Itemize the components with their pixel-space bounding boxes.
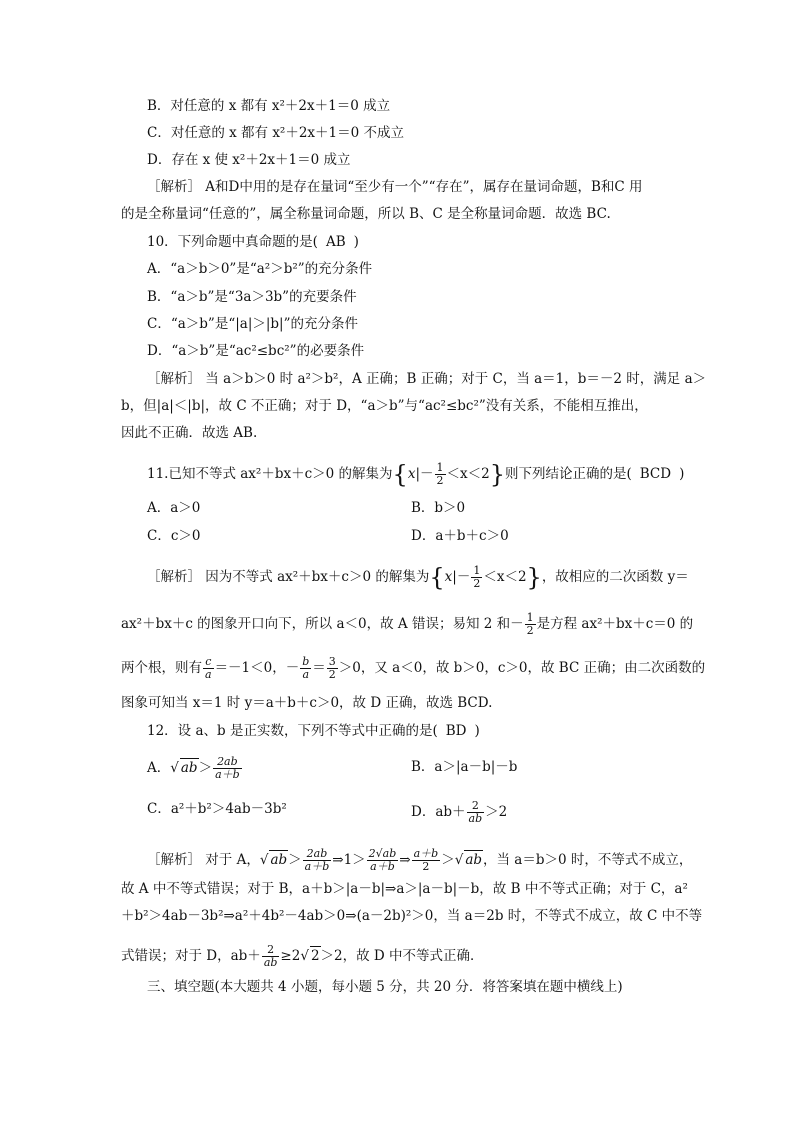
set-variable: x [407, 466, 416, 482]
q10-stem-text: 10．下列命题中真命题的是( [147, 234, 318, 250]
set-close-brace: } [489, 460, 505, 489]
fraction [367, 848, 399, 873]
q11-analysis-text: ＝－1＜0，－ [214, 660, 300, 676]
q12-option-c: C．a²＋b²＞4ab－3b² [147, 801, 287, 817]
set-range: ＜x＜2 [483, 569, 527, 585]
fraction-den: 2 [422, 860, 430, 873]
option-text: ＞2 [485, 804, 508, 820]
analysis-text: ⇒1＞ [332, 852, 366, 868]
analysis-text: ＞ [288, 852, 302, 868]
q9-option-d: D．存在 x 使 x²＋2x＋1＝0 成立 [147, 152, 351, 168]
fraction-num: 2 [467, 800, 485, 813]
fraction-den: 2 [328, 668, 336, 681]
fraction-num: 3 [328, 655, 336, 668]
q12-option-d [411, 800, 507, 825]
sqrt-ab: ab [180, 760, 198, 776]
sqrt-2: 2 [310, 948, 320, 964]
q12-option-a: A．√ ab＞ $\frac{2ab}{a+b}$ [147, 755, 240, 781]
option-text: D．ab＋ [411, 804, 466, 820]
set-fraction-den: 2 [436, 474, 444, 487]
q10-option-c: C．“a＞b”是“|a|＞|b|”的充分条件 [147, 316, 359, 332]
q10-analysis-line-1: ［解析］ 当 a＞b＞0 时 a²＞b²，A 正确；B 正确；对于 C，当 a＝1，b＝－2 时，满足 a＞ [147, 371, 707, 387]
q10-stem-close: ) [353, 234, 359, 250]
q12-stem-text: 12．设 a、b 是正实数，下列不等式中正确的是( [147, 723, 438, 739]
analysis-text: 式错误；对于 D，ab＋ [121, 948, 261, 964]
fraction-num: 2 [262, 944, 280, 957]
q11-analysis-text: ［解析］ 因为不等式 ax²＋bx＋c＞0 的解集为 [147, 569, 430, 585]
q11-analysis-line-1 [147, 565, 689, 590]
sqrt-ab: ab [270, 852, 288, 868]
q11-analysis-text: 两个根，则有 [121, 660, 202, 676]
set-open-brace: { [429, 563, 445, 592]
set-variable: x [444, 569, 453, 585]
analysis-text: ＞ [441, 852, 455, 868]
q9-option-b: B．对任意的 x 都有 x²＋2x＋1＝0 成立 [147, 98, 391, 114]
set-minus: － [456, 569, 471, 585]
fraction-num: b [302, 655, 310, 668]
q9-analysis-line-2: 的是全称量词“任意的”，属全称量词命题，所以 B、C 是全称量词命题．故选 BC. [121, 206, 611, 222]
q11-answer: BCD [639, 466, 672, 482]
q11-stem-close: ) [679, 466, 685, 482]
set-fraction-num: 1 [473, 564, 481, 577]
q10-option-d: D．“a＞b”是“ac²≤bc²”的必要条件 [147, 343, 365, 359]
sqrt-ab: ab [465, 852, 483, 868]
q10-option-b: B．“a＞b”是“3a＞3b”的充要条件 [147, 289, 357, 305]
set-minus: － [420, 466, 434, 482]
q12-analysis-line-1: ［解析］ 对于 A，√ ab＞ $\frac{2ab}{a+b}$ ⇒1＞ $\frac{2√ab}{a+b}$ ⇒ $\frac{a+b}{2}$ ＞√ ab，当 a＝b＞0 时，不等式不成立， [147, 847, 693, 873]
set-bar: | [415, 466, 420, 482]
set-open-brace: { [392, 460, 408, 489]
analysis-text: ＞2，故 D 中不等式正确． [320, 948, 484, 964]
half-fraction [525, 612, 536, 637]
fraction-num: 2ab [213, 756, 242, 769]
q10-analysis-line-2: b，但|a|＜|b|，故 C 不正确；对于 D，“a＞b”与“ac²≤bc²”没有关系，不能相互推出， [121, 398, 648, 414]
fraction-three-halves [327, 656, 338, 681]
fraction-den: 2 [526, 624, 534, 637]
q11-analysis-text: ＝ [312, 660, 326, 676]
fraction [412, 848, 441, 873]
q12-analysis-line-2: 故 A 中不等式错误；对于 B，a＋b＞|a－b|⇒a＞|a－b|－b，故 B 中不等式正确；对于 C，a² [121, 881, 688, 897]
q11-stem-text: 11.已知不等式 ax²＋bx＋c＞0 的解集为 [147, 466, 393, 482]
fraction-den: a＋b [370, 860, 395, 873]
fraction-den: ab [468, 812, 483, 825]
fraction [303, 848, 332, 873]
set-fraction-num: 1 [436, 461, 444, 474]
q10-stem [147, 233, 359, 251]
fraction [262, 944, 280, 969]
set-fraction [471, 565, 482, 590]
q11-option-d: D．a＋b＋c＞0 [411, 528, 509, 544]
q12-option-b: B．a＞|a－b|－b [411, 759, 518, 775]
q11-analysis-text: ax²＋bx＋c 的图象开口向下，所以 a＜0，故 A 错误；易知 2 和－ [121, 616, 524, 632]
fraction-den: a＋b [215, 768, 240, 781]
analysis-text: ，当 a＝b＞0 时，不等式不成立， [483, 852, 693, 868]
q9-option-c: C．对任意的 x 都有 x²＋2x＋1＝0 不成立 [147, 125, 405, 141]
analysis-text: ［解析］ 对于 A， [147, 852, 260, 868]
fraction-den: ab [263, 956, 278, 969]
q11-analysis-text-post: 是方程 ax²＋bx＋c＝0 的 [536, 616, 694, 632]
fraction-b-over-a [300, 656, 311, 681]
analysis-text: ⇒ [399, 852, 411, 868]
q11-analysis-line-3 [121, 656, 705, 681]
fraction-num: a＋b [413, 847, 439, 860]
q11-option-c: C．c＞0 [147, 528, 201, 544]
q12-analysis-line-4: 式错误；对于 D，ab＋ $\frac{2}{ab}$ ≥2√ 2＞2，故 D 中不等式正确． [121, 943, 484, 969]
q11-stem-post: 则下列结论正确的是( [504, 466, 632, 482]
gt-sign: ＞ [198, 760, 213, 776]
q10-analysis-line-3: 因此不正确．故选 AB. [121, 425, 258, 441]
q11-analysis-text: ＞0，又 a＜0，故 b＞0，c＞0，故 BC 正确；由二次函数的 [338, 660, 706, 676]
q10-answer: AB [325, 234, 346, 250]
fraction-den: a [205, 668, 212, 681]
q12-analysis-line-3: ＋b²＞4ab－3b²⇒a²＋4b²－4ab＞0⇒(a－2b)²＞0，当 a＝2b 时，不等式不成立，故 C 中不等 [121, 908, 703, 924]
option-label: A． [147, 760, 171, 776]
fraction-c-over-a [203, 656, 214, 681]
q9-analysis-line-1: ［解析］ A和D中用的是存在量词“至少有一个”“存在”，属存在量词命题，B和C 用 [147, 179, 643, 195]
section-heading: 三、填空题(本大题共 4 小题，每小题 5 分，共 20 分．将答案填在题中横线上) [147, 979, 623, 995]
fraction-2-over-ab [467, 800, 485, 825]
fraction-2ab [213, 756, 242, 781]
q11-option-a: A．a＞0 [147, 500, 201, 516]
fraction-num: 2√ab [368, 847, 397, 860]
fraction-den: a [302, 668, 310, 681]
set-close-brace: } [526, 563, 542, 592]
fraction-num: 1 [526, 611, 534, 624]
q10-option-a: A．“a＞b＞0”是“a²＞b²”的充分条件 [147, 261, 373, 277]
set-range: ＜x＜2 [446, 466, 490, 482]
set-fraction-den: 2 [473, 577, 481, 590]
analysis-text: ≥2 [280, 948, 301, 964]
q11-analysis-line-4: 图象可知当 x＝1 时 y＝a＋b＋c＞0，故 D 正确，故选 BCD. [121, 695, 493, 711]
q11-option-b: B．b＞0 [411, 500, 466, 516]
q12-stem-close: ) [474, 723, 480, 739]
set-fraction [435, 462, 446, 487]
fraction-num: c [203, 656, 214, 669]
fraction-num: 2ab [303, 848, 332, 861]
fraction-den: a＋b [304, 860, 330, 873]
q12-answer: BD [445, 723, 467, 739]
q11-analysis-line-2 [121, 612, 693, 637]
q11-analysis-text-post: ，故相应的二次函数 y＝ [541, 569, 689, 585]
q11-stem [147, 462, 684, 487]
q12-stem [147, 722, 480, 740]
set-bar: | [452, 569, 457, 585]
